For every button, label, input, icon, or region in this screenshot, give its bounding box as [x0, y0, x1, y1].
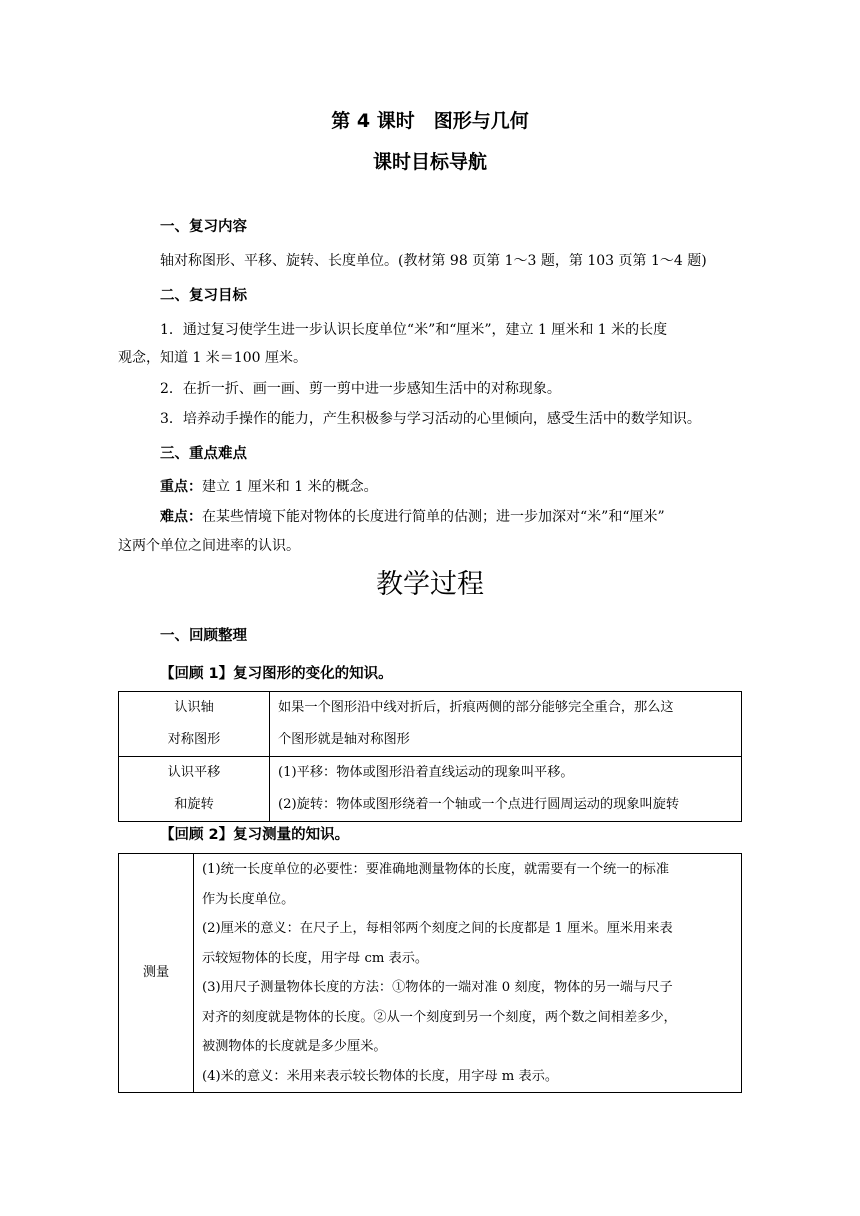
section-heading-review: 一、回顾整理 [160, 628, 247, 644]
measure-line-7: 被测物体的长度就是多少厘米。 [202, 1039, 387, 1054]
row-2-label-line-1: 认识平移 [167, 765, 221, 780]
section-heading-review-content: 一、复习内容 [160, 219, 247, 235]
review-1-heading: 【回顾 1】复习图形的变化的知识。 [160, 666, 393, 682]
goal-3: 3．培养动手操作的能力，产生积极参与学习活动的心里倾向，感受生活中的数学知识。 [160, 411, 701, 427]
measure-line-2: 作为长度单位。 [202, 891, 295, 907]
row-2-label-line-2: 和旋转 [174, 797, 214, 812]
table-row [119, 757, 742, 822]
table-cell-content [194, 854, 742, 1093]
lesson-title: 第 4 课时 图形与几何 [331, 110, 529, 132]
goal-2: 2．在折一折、画一画、剪一剪中进一步感知生活中的对称现象。 [160, 381, 561, 397]
lesson-subtitle: 课时目标导航 [372, 151, 487, 173]
key-point-text: 建立 1 厘米和 1 米的概念。 [202, 479, 378, 495]
goal-1-line-2: 观念，知道 1 米＝100 厘米。 [118, 350, 307, 366]
table-cell-label: 测量 [119, 854, 194, 1093]
difficulty-text-line-2: 这两个单位之间进率的认识。 [118, 538, 300, 554]
row-1-label-line-2: 对称图形 [167, 732, 221, 747]
review-2-heading: 【回顾 2】复习测量的知识。 [160, 827, 350, 843]
row-1-content-line-2: 个图形就是轴对称图形 [278, 732, 410, 747]
key-point [160, 476, 378, 496]
row-1-label-line-1: 认识轴 [174, 700, 214, 715]
measure-line-5: (3)用尺子测量物体长度的方法：①物体的一端对准 0 刻度，物体的另一端与尺子 [202, 980, 673, 995]
row-1-content-line-1: 如果一个图形沿中线对折后，折痕两侧的部分能够完全重合，那么这 [278, 700, 674, 715]
table-row [119, 692, 742, 757]
measure-line-4: 示较短物体的长度，用字母 cm 表示。 [202, 950, 429, 966]
section-heading-review-goals: 二、复习目标 [160, 288, 247, 304]
shape-change-table [118, 691, 742, 822]
measure-line-1: (1)统一长度单位的必要性：要准确地测量物体的长度，就需要有一个统一的标准 [202, 862, 670, 877]
key-point-label: 重点： [160, 479, 202, 495]
measure-line-6: 对齐的刻度就是物体的长度。②从一个刻度到另一个刻度，两个数之间相差多少， [202, 1009, 677, 1025]
table-cell-content [270, 692, 742, 757]
section-heading-key-points: 三、重点难点 [160, 446, 247, 462]
teaching-process-title: 教学过程 [376, 569, 484, 600]
goal-1-line-1: 1．通过复习使学生进一步认识长度单位“米”和“厘米”，建立 1 厘米和 1 米的长度 [160, 322, 668, 338]
measure-line-3: (2)厘米的意义：在尺子上，每相邻两个刻度之间的长度都是 1 厘米。厘米用来表 [202, 921, 673, 936]
table-cell-content [270, 757, 742, 822]
review-content-text: 轴对称图形、平移、旋转、长度单位。(教材第 98 页第 1～3 题，第 103 页第 1～4 题) [160, 253, 707, 269]
table-cell-label [119, 757, 270, 822]
table-row [119, 854, 742, 1093]
difficulty-label: 难点： [160, 509, 202, 525]
measure-line-8: (4)米的意义：米用来表示较长物体的长度，用字母 m 表示。 [202, 1068, 559, 1084]
difficulty-text-line-1: 在某些情境下能对物体的长度进行简单的估测；进一步加深对“米”和“厘米” [202, 509, 665, 525]
row-2-content-line-1: (1)平移：物体或图形沿着直线运动的现象叫平移。 [278, 765, 574, 780]
measurement-table [118, 853, 742, 1093]
row-2-content-line-2: (2)旋转：物体或图形绕着一个轴或一个点进行圆周运动的现象叫旋转 [278, 797, 680, 812]
table-cell-label [119, 692, 270, 757]
difficulty-point [160, 506, 665, 526]
